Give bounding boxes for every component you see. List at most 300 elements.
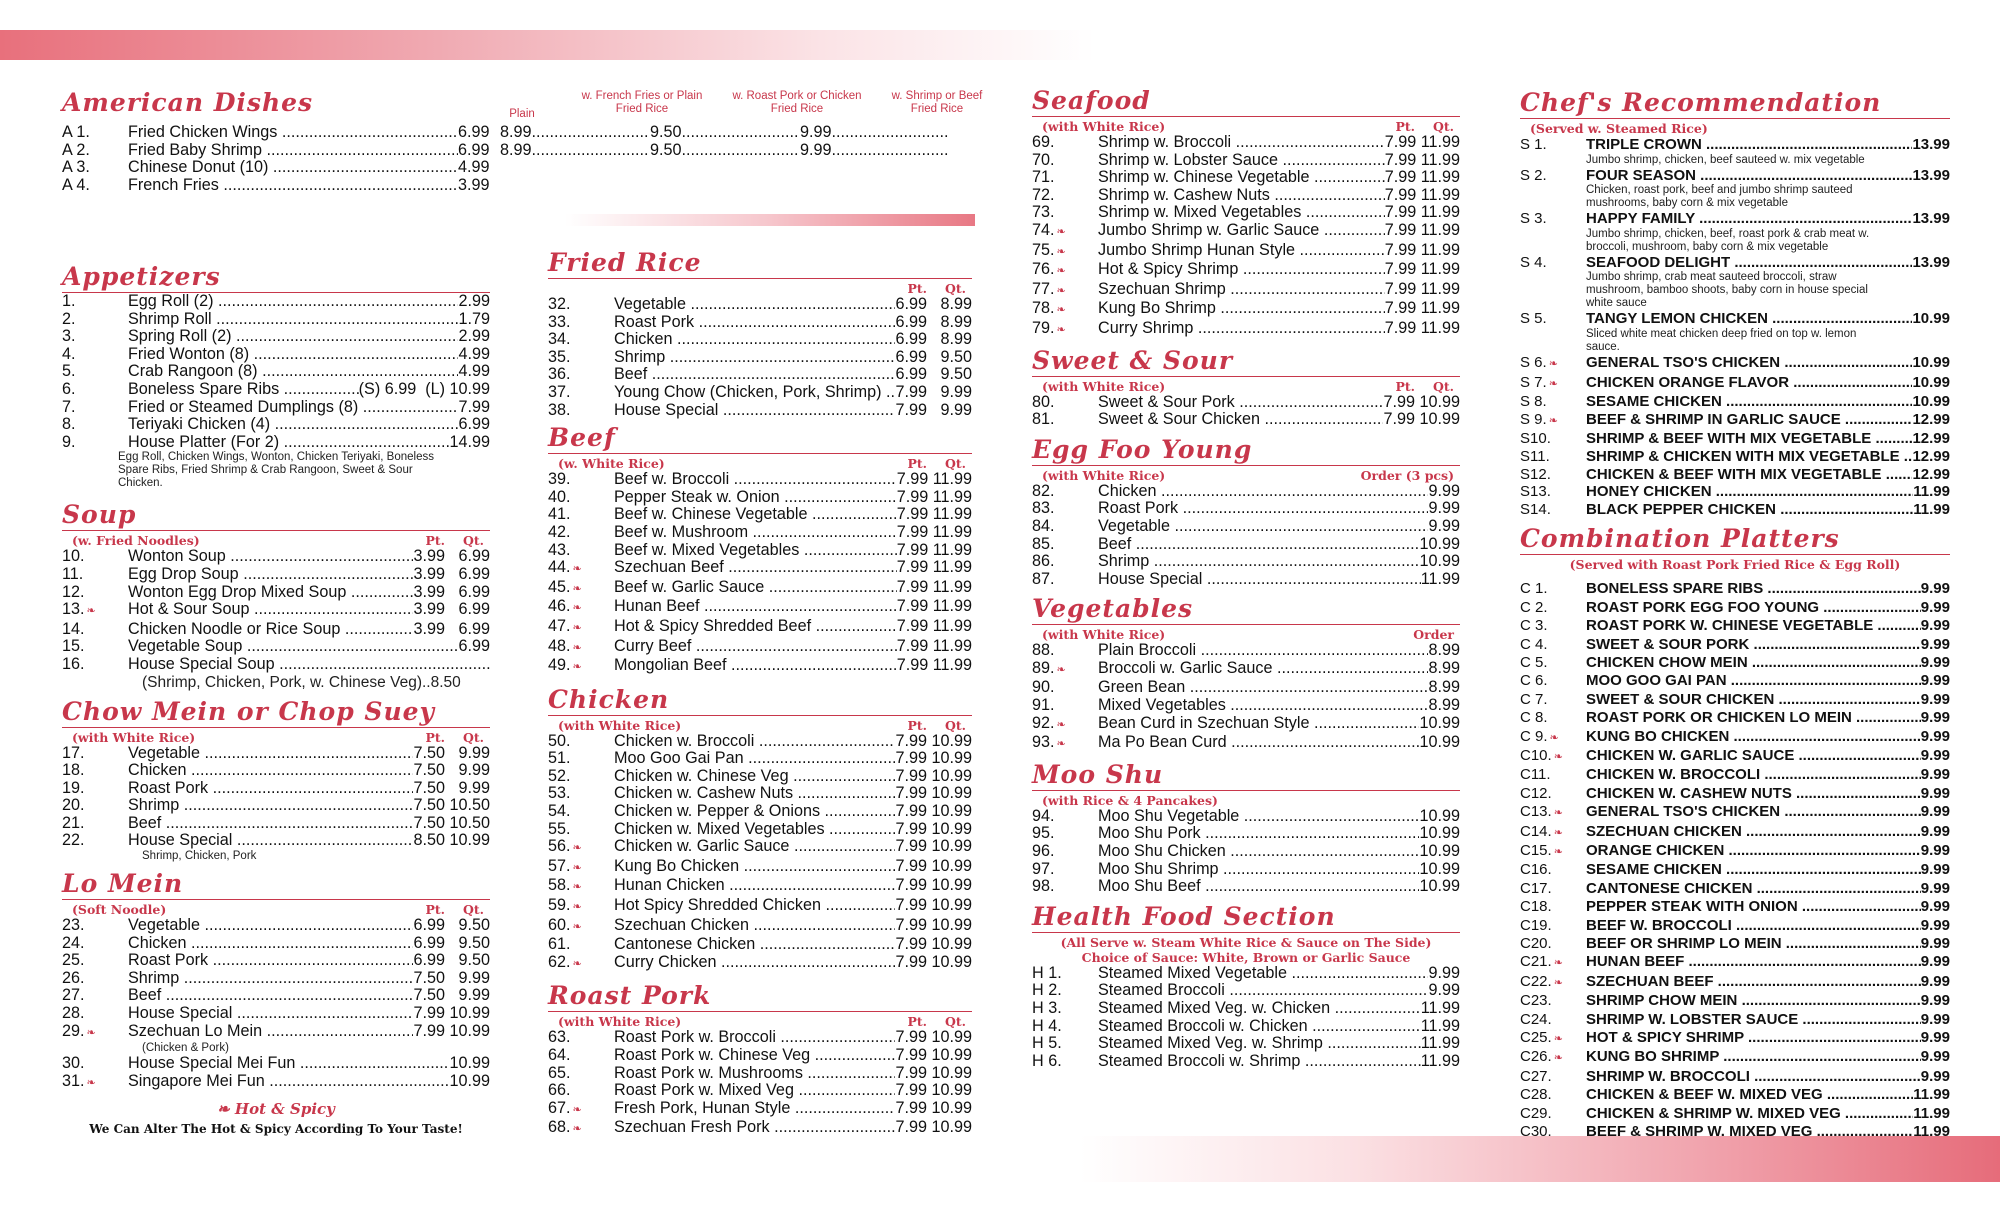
item-price: 10.99	[1912, 373, 1950, 391]
item-price: 9.99	[1920, 935, 1950, 953]
item-price: 9.99	[1920, 1067, 1950, 1085]
item-price: 6.99 9.50	[895, 365, 972, 384]
section-title: Fried Rice	[548, 248, 702, 277]
pepper-icon: ❧	[1056, 323, 1066, 336]
item-price: 7.50 9.99	[413, 743, 490, 762]
item-number	[1520, 953, 1586, 972]
item-number-text: C 4.	[1520, 635, 1548, 653]
menu-item-row	[1520, 728, 1950, 747]
menu-item-row	[1520, 354, 1950, 374]
item-number	[1032, 1035, 1098, 1053]
menu-item-row	[548, 618, 972, 638]
item-number-text: 19.	[62, 778, 85, 797]
item-number	[1520, 861, 1586, 879]
item-number-text: 71.	[1032, 168, 1055, 187]
item-number-text: 74.	[1032, 220, 1055, 239]
section-subtitle: (with White Rice)	[1042, 378, 1166, 394]
item-number-text: 16.	[62, 654, 85, 673]
item-number	[1032, 808, 1098, 826]
item-number-text: C16.	[1520, 861, 1552, 879]
item-number	[548, 821, 614, 839]
menu-item-row	[1032, 553, 1460, 571]
item-name: Roast Pork .....	[614, 314, 895, 332]
item-name: Roast Pork w. Broccoli .....	[614, 1029, 895, 1047]
item-number-text: C14.	[1520, 822, 1552, 840]
item-number-text: 93.	[1032, 733, 1055, 752]
item-number	[1520, 973, 1586, 992]
item-number-text: 31.	[62, 1071, 85, 1090]
menu-item-row	[62, 363, 490, 381]
item-number-text: 28.	[62, 1004, 85, 1023]
pepper-icon: ❧	[572, 1103, 582, 1116]
menu-item-row	[548, 785, 972, 803]
menu-item-row	[1032, 808, 1460, 826]
item-name: Shrimp Roll .....	[128, 311, 458, 329]
item-name: Fresh Pork, Hunan Style .....	[614, 1100, 895, 1118]
menu-item-row	[1032, 1053, 1460, 1071]
item-number-text: 59.	[548, 896, 571, 915]
item-name: ORANGE CHICKEN .....	[1586, 842, 1921, 860]
item-number-text: 92.	[1032, 713, 1055, 732]
pepper-icon: ❧	[1056, 284, 1066, 297]
item-price: 7.50 9.99	[413, 968, 490, 987]
item-number-text: 10.	[62, 547, 85, 566]
item-number	[62, 797, 128, 815]
menu-item-row	[548, 598, 972, 618]
item-number	[62, 434, 128, 452]
item-number-text: 6.	[62, 379, 76, 398]
item-name: Steamed Broccoli w. Shrimp .....	[1098, 1053, 1421, 1071]
item-number	[1032, 134, 1098, 152]
item-number	[62, 1023, 128, 1043]
item-number-text: S12.	[1520, 465, 1551, 483]
item-number-text: 95.	[1032, 824, 1055, 843]
health-list	[1032, 965, 1460, 1071]
item-number	[62, 601, 128, 621]
item-number-text: C15.	[1520, 842, 1552, 859]
item-number	[1520, 254, 1586, 272]
item-number	[548, 384, 614, 402]
menu-item-row	[1032, 204, 1460, 222]
item-number	[1032, 715, 1098, 735]
menu-item-row	[1032, 715, 1460, 735]
item-name: Chicken Noodle or Rice Soup .....	[128, 621, 413, 639]
menu-item-row	[548, 506, 972, 524]
item-name: ROAST PORK OR CHICKEN LO MEIN .....	[1586, 709, 1921, 727]
item-number-text: 5.	[62, 362, 76, 381]
item-number	[1032, 187, 1098, 205]
item-name: Mongolian Beef .....	[614, 657, 897, 675]
menu-item-row	[1032, 518, 1460, 536]
section-subtitle: (with Rice & 4 Pancakes)	[1042, 792, 1218, 808]
item-number-text: 15.	[62, 637, 85, 656]
item-number-text: C28.	[1520, 1086, 1552, 1104]
item-number	[1520, 823, 1586, 842]
item-number	[1032, 697, 1098, 715]
item-price: 9.99	[1920, 727, 1950, 745]
item-name: Broccoli w. Garlic Sauce .....	[1098, 660, 1428, 678]
item-price-value: 8.99	[500, 141, 532, 159]
menu-item-row	[1520, 393, 1950, 411]
item-number-text: 24.	[62, 933, 85, 952]
item-number-text: 22.	[62, 831, 85, 850]
menu-item-row	[1520, 1048, 1950, 1067]
item-name: Vegetable .....	[128, 917, 413, 935]
menu-item-row	[1032, 242, 1460, 262]
menu-item-row	[548, 366, 972, 384]
menu-item-row	[1520, 1011, 1950, 1029]
item-name: Szechuan Shrimp .....	[1098, 281, 1385, 299]
item-number-text: 56.	[548, 837, 571, 856]
item-price: 7.50 9.99	[413, 761, 490, 780]
section-title: Roast Pork	[548, 981, 712, 1011]
item-number-text: 97.	[1032, 859, 1055, 878]
qt-label: Qt.	[944, 717, 966, 733]
item-description: Sliced white meat chicken deep fried on top w. lemon sauce.	[1586, 327, 1857, 353]
item-price: 7.99 10.99	[895, 819, 972, 838]
item-number-text: 17.	[62, 743, 85, 762]
item-number	[1520, 167, 1586, 185]
menu-item-row	[1520, 210, 1950, 228]
section-subtitle: (with White Rice)	[72, 729, 196, 745]
item-price: 6.99 8.99	[895, 295, 972, 313]
menu-item-row	[62, 1073, 490, 1093]
menu-item-row	[1032, 1000, 1460, 1018]
item-number-text: C24.	[1520, 1010, 1552, 1028]
item-name: Roast Pork .....	[128, 952, 413, 970]
item-price: 1.79	[458, 309, 490, 328]
item-price: 12.99	[1912, 465, 1950, 483]
item-number-text: 47.	[548, 616, 571, 635]
item-name: Shrimp w. Mixed Vegetables .....	[1098, 204, 1385, 222]
health-subtitle-2: Choice of Sauce: White, Brown or Garlic Sauce	[1081, 949, 1411, 965]
item-description: Chicken, roast pork, beef and jumbo shrimp sauteed mushrooms, baby corn & mix vegetable	[1586, 184, 1853, 210]
item-number	[1520, 466, 1586, 484]
menu-item-row	[548, 877, 972, 897]
item-number	[1032, 1053, 1098, 1071]
pepper-icon: ❧	[572, 920, 582, 933]
item-number	[1520, 617, 1586, 635]
item-number	[1032, 553, 1098, 571]
item-number	[1032, 518, 1098, 536]
item-number-text: 33.	[548, 312, 571, 331]
item-number	[1032, 965, 1098, 983]
item-number-text: 75.	[1032, 240, 1055, 259]
menu-item-row	[548, 858, 972, 878]
order-label: Order (3 pcs)	[1360, 467, 1454, 483]
section-subtitle: (with White Rice)	[1042, 119, 1166, 134]
menu-item-row	[548, 471, 972, 489]
pepper-icon: ❧	[1056, 245, 1066, 258]
pt-label: Pt.	[907, 1014, 927, 1030]
combo-subtitle: (Served with Roast Pork Fried Rice & Egg Roll)	[1520, 554, 1950, 572]
vegetables-list	[1032, 642, 1460, 754]
column-1	[62, 262, 490, 1136]
seafood-section	[1032, 86, 1460, 340]
item-price: 11.99	[1420, 1016, 1460, 1035]
item-number-text: C10.	[1520, 746, 1552, 764]
item-number-text: 60.	[548, 915, 571, 934]
item-number-text: 37.	[548, 382, 571, 401]
item-price: 7.99 10.99	[895, 915, 972, 934]
item-price: 9.99	[1920, 879, 1950, 897]
item-name: Shrimp .....	[614, 349, 895, 367]
american-dishes-section	[62, 88, 982, 194]
item-number-text: 30.	[62, 1054, 85, 1073]
section-title: Sweet & Sour	[1032, 345, 1233, 375]
item-name: BLACK PEPPER CHICKEN .....	[1586, 501, 1913, 519]
item-number-text: 43.	[548, 540, 571, 559]
item-name: Beef .....	[614, 366, 895, 384]
item-name: Chicken .....	[128, 935, 413, 953]
item-number	[548, 897, 614, 917]
bottom-banner-stripe	[1080, 1136, 2000, 1182]
qt-label: Qt.	[944, 456, 966, 472]
item-name: Egg Roll (2) .....	[128, 293, 458, 311]
item-price: 8.99	[1428, 696, 1460, 715]
item-number	[1032, 825, 1098, 843]
item-number	[548, 331, 614, 349]
roastpork-section	[548, 981, 972, 1139]
item-name: Moo Shu Pork .....	[1098, 825, 1419, 843]
item-number	[62, 952, 128, 970]
item-name: Beef .....	[128, 987, 413, 1005]
item-number-text: S 2.	[1520, 166, 1547, 184]
menu-item-row	[548, 402, 972, 420]
item-price: 7.99 11.99	[1384, 168, 1460, 187]
item-price: 2.99	[458, 327, 490, 346]
menu-item-row	[62, 601, 490, 621]
menu-item-row	[1032, 483, 1460, 501]
section-subtitle: (with White Rice)	[1042, 467, 1166, 483]
item-price: 11.99	[1420, 569, 1460, 588]
item-name: Beef w. Mixed Vegetables .....	[614, 542, 897, 560]
menu-item-row	[62, 638, 490, 656]
item-price-option	[648, 142, 798, 160]
item-price: 10.99	[1419, 534, 1460, 553]
item-number	[1520, 992, 1586, 1010]
item-number-text: C 9.	[1520, 727, 1548, 745]
pepper-icon: ❧	[572, 582, 582, 595]
pepper-icon: ❧	[86, 1026, 96, 1039]
menu-item-row	[62, 124, 982, 142]
menu-item-row	[1520, 448, 1950, 466]
item-number-text: 18.	[62, 761, 85, 780]
item-price: 9.99	[1920, 635, 1950, 653]
item-number	[548, 936, 614, 954]
item-price: 6.99 9.50	[413, 951, 490, 970]
item-number-text: C18.	[1520, 898, 1552, 916]
item-number-text: 52.	[548, 766, 571, 785]
item-number	[548, 838, 614, 858]
item-number	[62, 935, 128, 953]
item-number	[62, 621, 128, 639]
item-number-text: 46.	[548, 597, 571, 616]
item-number-text: 86.	[1032, 552, 1055, 571]
item-number-text: H 5.	[1032, 1034, 1062, 1053]
item-number	[1520, 880, 1586, 898]
item-name: Fried Wonton (8) .....	[128, 346, 458, 364]
item-name: Shrimp w. Chinese Vegetable .....	[1098, 169, 1385, 187]
item-number-text: 58.	[548, 876, 571, 895]
item-number-text: 57.	[548, 856, 571, 875]
item-number	[1520, 210, 1586, 228]
item-price: 9.99	[1920, 842, 1950, 859]
menu-item-row	[548, 524, 972, 542]
item-name: Chicken w. Garlic Sauce .....	[614, 838, 895, 856]
item-price: 7.99 11.99	[896, 636, 972, 655]
item-price: 7.99 11.99	[1384, 185, 1460, 204]
section-title: Health Food Section	[1032, 901, 1336, 931]
item-price: 4.99	[458, 344, 490, 363]
item-number	[1520, 1123, 1586, 1141]
item-number	[1032, 261, 1098, 281]
menu-item-row	[62, 935, 490, 953]
item-number	[62, 1005, 128, 1023]
pepper-icon: ❧	[572, 901, 582, 914]
item-number-text: 35.	[548, 347, 571, 366]
meifun-list	[62, 1055, 490, 1092]
menu-item-row	[1520, 167, 1950, 185]
item-number-text: H 3.	[1032, 999, 1062, 1017]
item-name: Curry Shrimp .....	[1098, 320, 1385, 338]
item-number	[1032, 642, 1098, 660]
item-number-text: S 7.	[1520, 373, 1547, 391]
menu-item-row	[62, 797, 490, 815]
item-name: Fried Chicken Wings .....	[128, 124, 458, 142]
item-number	[1520, 728, 1586, 747]
menu-item-row	[548, 1119, 972, 1139]
item-number	[548, 618, 614, 638]
item-number	[62, 328, 128, 346]
item-name: Kung Bo Chicken .....	[614, 858, 895, 876]
order-label: Order	[1413, 627, 1454, 643]
item-number-text: 36.	[548, 365, 571, 384]
item-number	[1520, 842, 1586, 861]
seafood-list	[1032, 134, 1460, 340]
item-number-text: 88.	[1032, 641, 1055, 660]
item-price: 9.99	[1920, 784, 1950, 802]
item-price: 9.99	[1920, 709, 1950, 727]
item-number	[1032, 500, 1098, 518]
item-number	[548, 858, 614, 878]
item-price: 4.99	[458, 362, 490, 381]
item-number	[62, 416, 128, 434]
item-price-option	[648, 124, 798, 142]
item-number	[548, 954, 614, 974]
item-number	[62, 177, 128, 195]
pepper-icon: ❧	[572, 602, 582, 615]
menu-item-row	[62, 762, 490, 780]
item-name: HAPPY FAMILY .....	[1586, 210, 1912, 228]
item-price: 7.50 10.50	[413, 796, 490, 815]
item-number	[1520, 691, 1586, 709]
item-price: 7.99 11.99	[896, 505, 972, 524]
hot-spicy-label	[62, 1100, 490, 1118]
menu-item-row	[1032, 825, 1460, 843]
item-number-text: C21.	[1520, 953, 1552, 971]
column-4	[1520, 88, 1950, 1142]
pepper-icon: ❧	[572, 641, 582, 654]
menu-item-row	[1520, 747, 1950, 766]
top-banner-stripe	[0, 30, 1095, 60]
item-name: House Special .....	[614, 402, 895, 420]
item-number	[1520, 136, 1586, 154]
item-name: Bean Curd in Szechuan Style .....	[1098, 715, 1419, 733]
item-number-text: 61.	[548, 935, 571, 954]
item-price: 3.99 6.99	[413, 582, 490, 601]
item-number	[62, 142, 128, 160]
item-number-text: S11.	[1520, 447, 1550, 465]
item-name: Chicken w. Mixed Vegetables .....	[614, 821, 895, 839]
item-name: Curry Beef .....	[614, 638, 897, 656]
item-number-text: C 7.	[1520, 690, 1548, 708]
item-number-text: 84.	[1032, 516, 1055, 535]
item-number	[1032, 843, 1098, 861]
item-price: 13.99	[1912, 166, 1950, 184]
mooshu-section	[1032, 760, 1460, 896]
menu-item-row	[1032, 965, 1460, 983]
item-number	[548, 524, 614, 542]
pt-label: Pt.	[907, 717, 927, 733]
item-number	[548, 598, 614, 618]
menu-item-row	[1032, 660, 1460, 680]
item-number-text: 83.	[1032, 499, 1055, 518]
pepper-icon: ❧	[1553, 807, 1563, 820]
menu-item-row	[1520, 374, 1950, 394]
item-number	[548, 750, 614, 768]
item-name: BEEF OR SHRIMP LO MEIN .....	[1586, 935, 1921, 953]
item-name: KUNG BO SHRIMP .....	[1586, 1048, 1921, 1066]
item-name: Shrimp w. Broccoli .....	[1098, 134, 1385, 152]
menu-item-row	[548, 349, 972, 367]
item-number-text: H 2.	[1032, 981, 1062, 1000]
item-number	[1032, 734, 1098, 754]
item-name: KUNG BO CHICKEN .....	[1586, 728, 1921, 746]
item-name: Egg Drop Soup .....	[128, 566, 413, 584]
item-name: Shrimp w. Lobster Sauce .....	[1098, 152, 1385, 170]
item-price: 12.99	[1912, 430, 1950, 448]
item-price-value: 9.99	[800, 141, 832, 159]
menu-item-row	[548, 954, 972, 974]
menu-item-row	[1520, 709, 1950, 727]
section-title: Egg Foo Young	[1032, 434, 1253, 464]
item-name: Moo Shu Shrimp .....	[1098, 861, 1419, 879]
item-price: 9.99	[1920, 861, 1950, 879]
item-number	[548, 1047, 614, 1065]
pepper-icon: ❧	[572, 563, 582, 576]
menu-item-row	[1032, 861, 1460, 879]
menu-item-row	[62, 780, 490, 798]
item-number-text: 69.	[1032, 133, 1055, 151]
menu-item-row	[548, 1065, 972, 1083]
item-price: 7.99 11.99	[896, 487, 972, 506]
american-list	[62, 124, 982, 194]
item-number	[62, 363, 128, 381]
section-title: Seafood	[1032, 86, 1151, 115]
section-subtitle: (with White Rice)	[558, 717, 682, 733]
item-price: 9.99	[1920, 617, 1950, 635]
menu-item-row	[62, 584, 490, 602]
menu-item-row	[1520, 1105, 1950, 1123]
item-price: 9.99	[1920, 766, 1950, 784]
section-title: Appetizers	[62, 262, 221, 291]
item-price: 2.99	[458, 292, 490, 310]
item-name: Hunan Beef .....	[614, 598, 897, 616]
menu-item-row	[62, 177, 982, 195]
item-name: Pepper Steak w. Onion .....	[614, 489, 897, 507]
menu-item-row	[548, 768, 972, 786]
